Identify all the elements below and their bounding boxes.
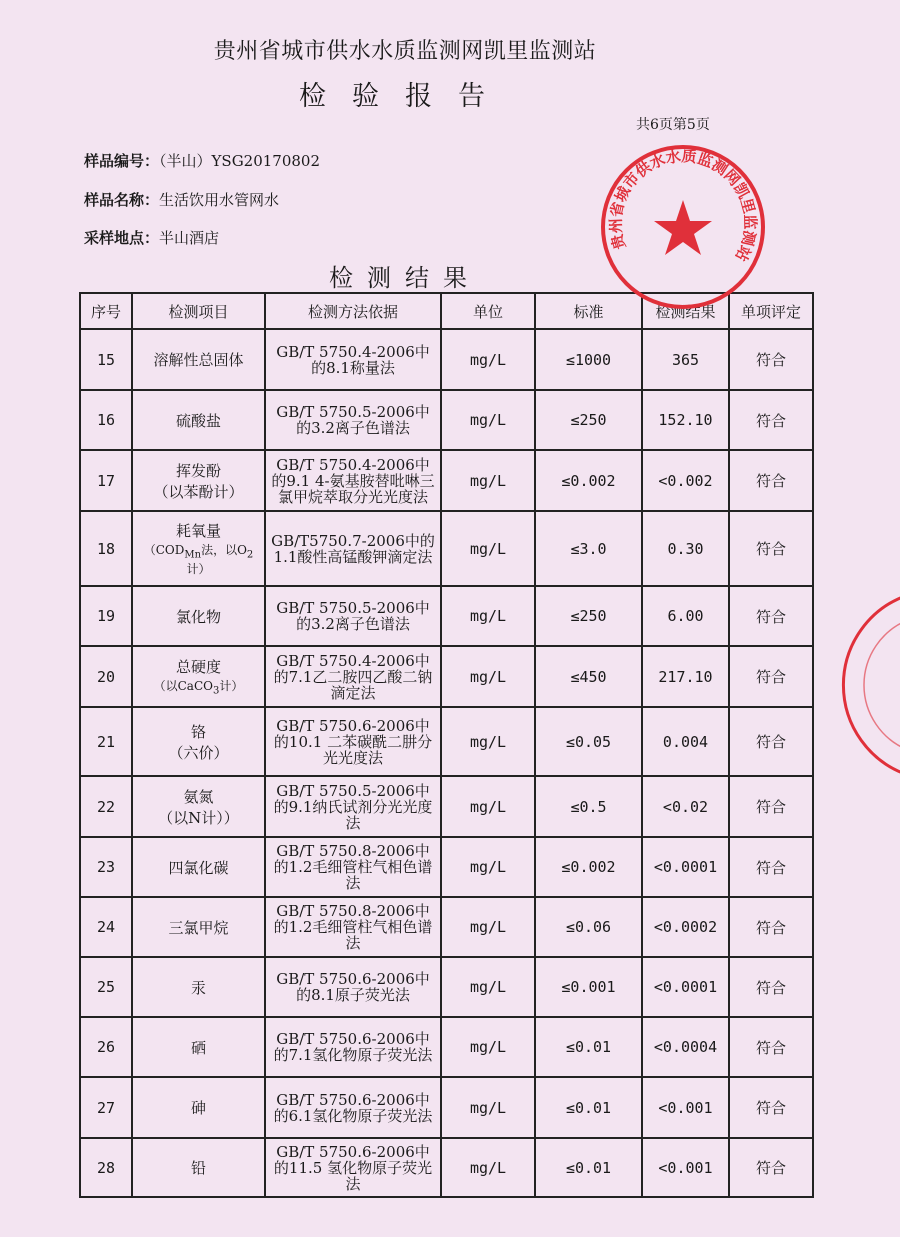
table-row [80,897,813,957]
cell-standard: ≤0.01 [535,1077,642,1138]
cell-no: 19 [80,586,132,646]
cell-method: GB/T 5750.6-2006中的6.1氢化物原子荧光法 [265,1077,441,1138]
cell-result: <0.02 [642,776,729,837]
cell-evaluation: 符合 [729,586,813,646]
cell-item-secondary: （以CaCO$_3$计） [153,679,244,697]
cell-unit: mg/L [441,1017,535,1077]
cell-unit: mg/L [441,450,535,511]
header-method: 检测方法依据 [265,293,441,329]
cell-result: <0.001 [642,1077,729,1138]
star-icon [654,200,712,255]
cell-item [132,450,265,511]
cell-item [132,511,265,586]
cell-item-main: 氨氮 [183,787,214,806]
cell-item-main: 挥发酚 [175,461,221,480]
cell-no: 26 [80,1017,132,1077]
cell-item [132,897,265,957]
cell-item-main: 三氯甲烷 [168,918,229,937]
cell-result: <0.001 [642,1138,729,1197]
cell-standard: ≤0.01 [535,1017,642,1077]
cell-standard: ≤0.002 [535,450,642,511]
cell-item-main: 铅 [190,1159,206,1177]
cell-item [132,1077,265,1138]
cell-unit: mg/L [441,1077,535,1138]
cell-evaluation: 符合 [729,707,813,776]
cell-item-main: 溶解性总固体 [153,351,244,369]
table-row [80,390,813,450]
cell-method: GB/T 5750.8-2006中的1.2毛细管柱气相色谱法 [265,837,441,897]
sample-id-value: （半山）YSG20170802 [159,152,321,170]
cell-evaluation: 符合 [729,329,813,390]
sample-location-value: 半山酒店 [159,229,220,247]
header-unit: 单位 [441,293,535,329]
cell-item-main: 耗氧量 [175,521,221,540]
table-row [80,1077,813,1138]
cell-evaluation: 符合 [729,837,813,897]
official-seal [598,142,768,312]
organization-name: 贵州省城市供水水质监测网凯里监测站 [213,39,597,64]
cell-result: 365 [642,329,729,390]
cell-item [132,329,265,390]
cell-method: GB/T 5750.4-2006中的7.1乙二胺四乙酸二钠滴定法 [265,646,441,707]
sample-name-value: 生活饮用水管网水 [159,191,280,209]
cell-result: <0.002 [642,450,729,511]
cell-result: 0.30 [642,511,729,586]
header-standard: 标准 [535,293,642,329]
cell-method: GB/T 5750.6-2006中的7.1氢化物原子荧光法 [265,1017,441,1077]
cell-method: GB/T 5750.5-2006中的9.1纳氏试剂分光光度法 [265,776,441,837]
cell-item-main: 汞 [190,978,206,997]
cell-item [132,707,265,776]
cell-standard: ≤250 [535,390,642,450]
header-evaluation: 单项评定 [729,293,813,329]
cell-no: 21 [80,707,132,776]
cell-item-secondary: （$COD_{Mn}$法，以$O_2$计） [143,542,254,577]
seal-text-path: 贵州省城市供水水质监测网凯里监测站 [606,147,760,265]
cell-item-main: 铬 [190,722,206,741]
cell-item [132,390,265,450]
cell-method: GB/T 5750.5-2006中的3.2离子色谱法 [265,390,441,450]
cell-method: GB/T 5750.6-2006中的11.5 氢化物原子荧光法 [265,1138,441,1197]
cell-evaluation: 符合 [729,511,813,586]
cell-no: 16 [80,390,132,450]
cell-result: <0.0001 [642,957,729,1017]
cell-unit: mg/L [441,511,535,586]
cell-unit: mg/L [441,1138,535,1197]
cell-item-main: 氯化物 [175,607,221,626]
cell-unit: mg/L [441,837,535,897]
table-row [80,329,813,390]
cell-result: <0.0002 [642,897,729,957]
cell-no: 20 [80,646,132,707]
cell-method: GB/T 5750.4-2006中的8.1称量法 [265,329,441,390]
cell-result: 0.004 [642,707,729,776]
sample-location-line [84,227,219,248]
cell-no: 18 [80,511,132,586]
cell-evaluation: 符合 [729,776,813,837]
cell-item [132,776,265,837]
edge-seal-arc [843,595,900,775]
cell-no: 17 [80,450,132,511]
cell-evaluation: 符合 [729,450,813,511]
table-row [80,776,813,837]
cell-item [132,1138,265,1197]
cell-no: 15 [80,329,132,390]
cell-item [132,837,265,897]
header-item: 检测项目 [132,293,265,329]
cell-method: GB/T 5750.6-2006中的10.1 二苯碳酰二肼分光光度法 [265,707,441,776]
cell-item [132,646,265,707]
cell-no: 27 [80,1077,132,1138]
sample-name-line [84,189,279,210]
cell-unit: mg/L [441,957,535,1017]
results-table [79,292,814,1198]
cell-item-secondary: （以N计）） [158,808,239,827]
cell-item-main: 硒 [190,1038,206,1057]
cell-evaluation: 符合 [729,1077,813,1138]
cell-item-main: 总硬度 [175,658,221,677]
cell-unit: mg/L [441,776,535,837]
table-body [80,329,813,1197]
report-title: 检验报告 [299,81,511,112]
cell-evaluation: 符合 [729,646,813,707]
cell-method: GB/T 5750.5-2006中的3.2离子色谱法 [265,586,441,646]
cell-item [132,586,265,646]
table-row [80,707,813,776]
cell-no: 22 [80,776,132,837]
table-row [80,837,813,897]
page-number: 共6页第5页 [636,117,710,133]
cell-result: <0.0001 [642,837,729,897]
cell-item-main: 硫酸盐 [175,411,221,430]
cell-standard: ≤1000 [535,329,642,390]
cell-no: 23 [80,837,132,897]
cell-method: GB/T 5750.4-2006中的9.1 4-氨基胺替吡啉三氯甲烷萃取分光光度法 [265,450,441,511]
cell-item-secondary: （六价） [168,743,229,762]
cell-evaluation: 符合 [729,390,813,450]
cell-result: 217.10 [642,646,729,707]
cell-no: 28 [80,1138,132,1197]
cell-standard: ≤0.06 [535,897,642,957]
cell-result: 152.10 [642,390,729,450]
sample-name-label: 样品名称： [84,191,160,209]
cell-evaluation: 符合 [729,897,813,957]
sample-id-label: 样品编号： [84,152,160,170]
section-title: 检测结果 [329,264,481,292]
cell-no: 24 [80,897,132,957]
cell-standard: ≤450 [535,646,642,707]
header-result: 检测结果 [642,293,729,329]
cell-standard: ≤250 [535,586,642,646]
cell-item-secondary: （以苯酚计） [153,482,244,501]
header-no: 序号 [80,293,132,329]
sample-location-label: 采样地点： [84,229,160,247]
cell-no: 25 [80,957,132,1017]
table-row [80,1017,813,1077]
table-row [80,450,813,511]
cell-standard: ≤0.5 [535,776,642,837]
sample-id-line [84,150,320,171]
cell-unit: mg/L [441,897,535,957]
cell-evaluation: 符合 [729,957,813,1017]
cell-standard: ≤0.05 [535,707,642,776]
cell-standard: ≤3.0 [535,511,642,586]
cell-unit: mg/L [441,707,535,776]
cell-item [132,1017,265,1077]
table-row [80,957,813,1017]
cell-evaluation: 符合 [729,1017,813,1077]
cell-unit: mg/L [441,586,535,646]
cell-unit: mg/L [441,390,535,450]
cell-standard: ≤0.001 [535,957,642,1017]
edge-seal-fragment [838,590,900,780]
table-row [80,511,813,586]
table-row [80,646,813,707]
cell-method: GB/T 5750.8-2006中的1.2毛细管柱气相色谱法 [265,897,441,957]
cell-result: 6.00 [642,586,729,646]
cell-method: GB/T 5750.6-2006中的8.1原子荧光法 [265,957,441,1017]
edge-seal-inner-arc [864,620,900,750]
cell-method: GB/T5750.7-2006中的1.1酸性高锰酸钾滴定法 [265,511,441,586]
table-row [80,1138,813,1197]
cell-item-main: 砷 [190,1099,206,1117]
cell-result: <0.0004 [642,1017,729,1077]
cell-evaluation: 符合 [729,1138,813,1197]
cell-unit: mg/L [441,329,535,390]
cell-item-main: 四氯化碳 [168,858,229,877]
cell-standard: ≤0.002 [535,837,642,897]
cell-unit: mg/L [441,646,535,707]
cell-item [132,957,265,1017]
cell-standard: ≤0.01 [535,1138,642,1197]
table-row [80,586,813,646]
